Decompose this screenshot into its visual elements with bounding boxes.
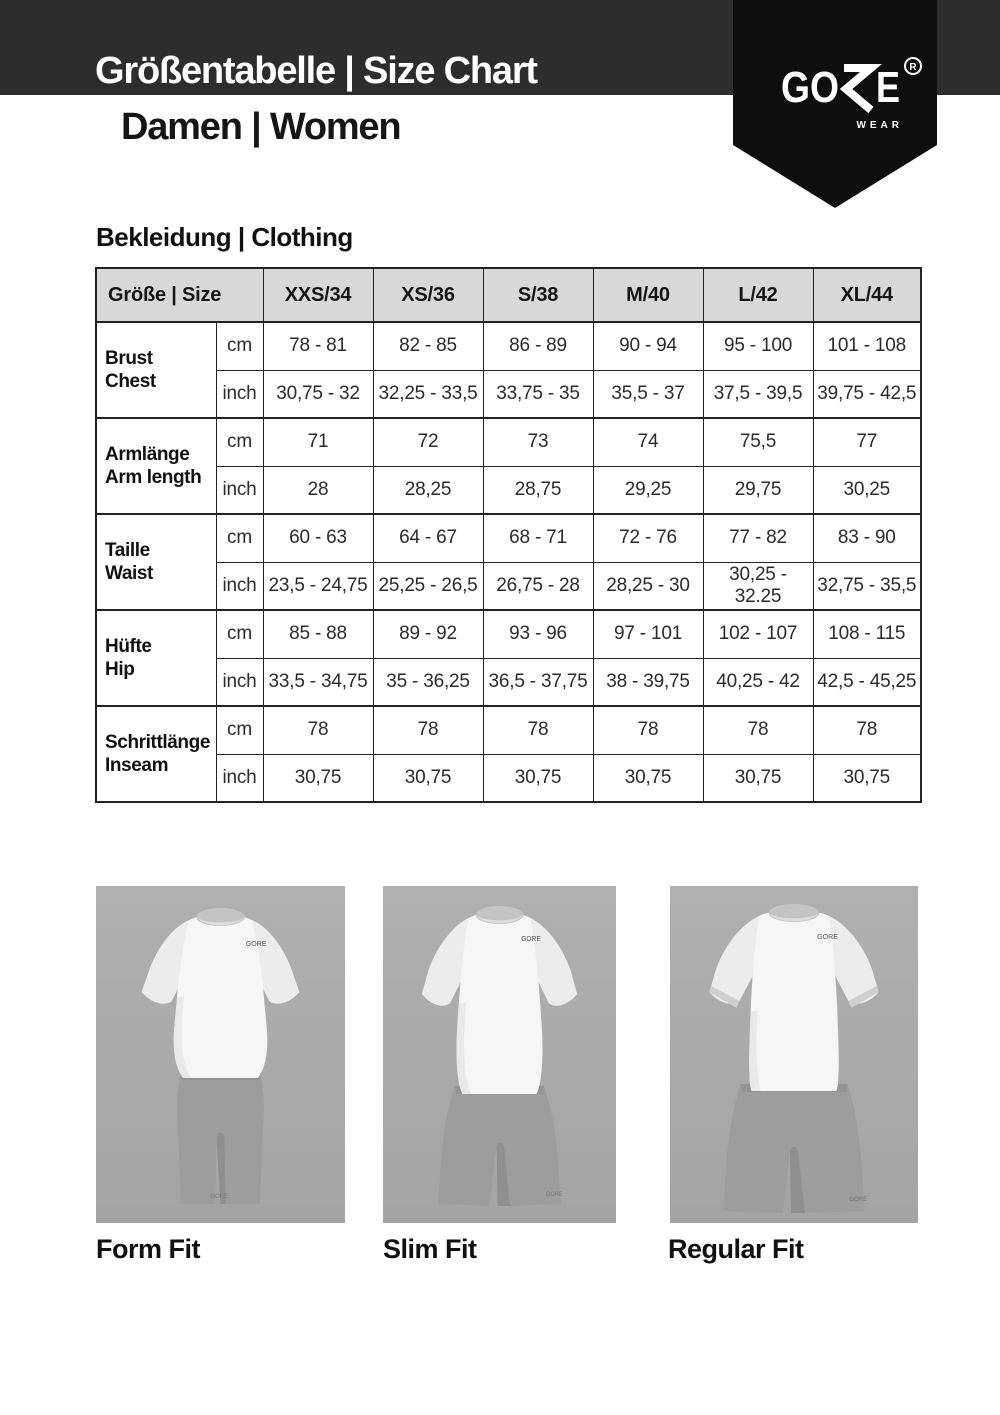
measure-row-inch — [96, 466, 921, 514]
size-value-inch: 23,5 - 24,75 — [263, 562, 373, 610]
size-value-inch: 33,75 - 35 — [483, 370, 593, 418]
size-value-cm: 101 - 108 — [813, 322, 921, 370]
shorts-graphic — [723, 1084, 864, 1213]
size-value-cm: 90 - 94 — [593, 322, 703, 370]
size-value-inch: 30,75 — [593, 754, 703, 802]
size-value-cm: 78 — [263, 706, 373, 754]
size-value-cm: 64 - 67 — [373, 514, 483, 562]
unit-inch: inch — [216, 562, 263, 610]
shorts-graphic — [177, 1072, 264, 1204]
size-column-header: XS/36 — [373, 268, 483, 322]
size-value-inch: 30,75 — [263, 754, 373, 802]
svg-text:WEAR: WEAR — [856, 120, 903, 131]
size-table-header-label: Größe | Size — [96, 268, 263, 322]
shorts-logo: GORE — [545, 1191, 563, 1199]
size-column-header: XL/44 — [813, 268, 921, 322]
size-value-cm: 78 — [813, 706, 921, 754]
size-value-cm: 95 - 100 — [703, 322, 813, 370]
size-value-cm: 83 - 90 — [813, 514, 921, 562]
size-value-cm: 75,5 — [703, 418, 813, 466]
size-value-inch: 28,75 — [483, 466, 593, 514]
unit-inch: inch — [216, 754, 263, 802]
svg-text:E: E — [876, 63, 900, 112]
page-subtitle: Damen | Women — [121, 106, 401, 148]
size-value-inch: 38 - 39,75 — [593, 658, 703, 706]
unit-cm: cm — [216, 610, 263, 658]
size-value-cm: 72 — [373, 418, 483, 466]
size-value-inch: 29,75 — [703, 466, 813, 514]
size-value-inch: 30,75 — [813, 754, 921, 802]
measure-row-cm — [96, 706, 921, 754]
size-value-inch: 39,75 - 42,5 — [813, 370, 921, 418]
size-value-cm: 78 — [373, 706, 483, 754]
size-value-cm: 74 — [593, 418, 703, 466]
size-value-inch: 28,25 — [373, 466, 483, 514]
measure-label-en: Inseam — [105, 755, 169, 776]
size-value-cm: 68 - 71 — [483, 514, 593, 562]
size-value-inch: 29,25 — [593, 466, 703, 514]
product-image-form-fit — [96, 886, 345, 1223]
measure-label — [96, 610, 216, 706]
size-value-cm: 73 — [483, 418, 593, 466]
size-value-cm: 89 - 92 — [373, 610, 483, 658]
size-value-cm: 60 - 63 — [263, 514, 373, 562]
shorts-graphic — [438, 1086, 561, 1206]
size-value-cm: 85 - 88 — [263, 610, 373, 658]
measure-row-inch — [96, 658, 921, 706]
size-value-inch: 30,75 - 32 — [263, 370, 373, 418]
size-value-inch: 40,25 - 42 — [703, 658, 813, 706]
size-column-header: S/38 — [483, 268, 593, 322]
gore-brand-badge — [733, 0, 937, 208]
fit-label-form: Form Fit — [96, 1234, 200, 1264]
size-value-cm: 93 - 96 — [483, 610, 593, 658]
size-value-cm: 78 - 81 — [263, 322, 373, 370]
size-value-cm: 78 — [593, 706, 703, 754]
size-value-inch: 25,25 - 26,5 — [373, 562, 483, 610]
size-value-inch: 35,5 - 37 — [593, 370, 703, 418]
unit-cm: cm — [216, 706, 263, 754]
unit-inch: inch — [216, 658, 263, 706]
measure-label — [96, 706, 216, 802]
size-value-inch: 33,5 - 34,75 — [263, 658, 373, 706]
size-column-header: M/40 — [593, 268, 703, 322]
svg-text:GO: GO — [781, 63, 839, 112]
shorts-logo: GORE — [849, 1197, 868, 1203]
shorts-logo: GORE — [210, 1194, 229, 1200]
size-value-cm: 102 - 107 — [703, 610, 813, 658]
fit-label-regular: Regular Fit — [668, 1234, 804, 1264]
measure-label-de: Brust — [105, 347, 153, 369]
size-value-inch: 30,25 — [813, 466, 921, 514]
size-value-inch: 32,25 - 33,5 — [373, 370, 483, 418]
unit-cm: cm — [216, 418, 263, 466]
measure-row-cm — [96, 418, 921, 466]
size-value-inch: 30,75 — [703, 754, 813, 802]
measure-label-en: Chest — [105, 371, 156, 392]
page-title: Größentabelle | Size Chart — [95, 50, 537, 92]
size-value-cm: 78 — [483, 706, 593, 754]
size-value-inch: 30,75 — [373, 754, 483, 802]
size-table-header-row — [96, 268, 921, 322]
measure-row-inch — [96, 754, 921, 802]
size-value-inch: 28 — [263, 466, 373, 514]
size-value-cm: 72 - 76 — [593, 514, 703, 562]
tshirt-chest-logo: GORE — [245, 941, 267, 948]
product-image-regular-fit — [670, 886, 918, 1223]
size-value-cm: 77 — [813, 418, 921, 466]
measure-label-en: Arm length — [105, 467, 202, 488]
measure-label-de: Armlänge — [105, 443, 190, 465]
size-value-cm: 108 - 115 — [813, 610, 921, 658]
size-value-cm: 71 — [263, 418, 373, 466]
section-heading: Bekleidung | Clothing — [96, 222, 353, 252]
size-value-inch: 28,25 - 30 — [593, 562, 703, 610]
product-image-slim-fit — [383, 886, 616, 1223]
size-value-cm: 78 — [703, 706, 813, 754]
size-column-header: XXS/34 — [263, 268, 373, 322]
size-table-body — [96, 322, 921, 802]
size-value-inch: 35 - 36,25 — [373, 658, 483, 706]
tshirt-chest-logo: GORE — [521, 935, 541, 944]
size-table — [95, 267, 922, 803]
size-value-cm: 97 - 101 — [593, 610, 703, 658]
measure-label-en: Waist — [105, 563, 153, 584]
unit-cm: cm — [216, 514, 263, 562]
size-value-inch: 37,5 - 39,5 — [703, 370, 813, 418]
measure-row-cm — [96, 514, 921, 562]
unit-inch: inch — [216, 466, 263, 514]
measure-label — [96, 322, 216, 418]
measure-label — [96, 514, 216, 610]
tshirt-chest-logo: GORE — [817, 934, 838, 941]
size-value-inch: 30,25 - 32.25 — [703, 562, 813, 610]
measure-label — [96, 418, 216, 514]
unit-inch: inch — [216, 370, 263, 418]
size-value-inch: 26,75 - 28 — [483, 562, 593, 610]
unit-cm: cm — [216, 322, 263, 370]
measure-label-de: Hüfte — [105, 635, 152, 657]
size-value-cm: 86 - 89 — [483, 322, 593, 370]
size-value-cm: 82 - 85 — [373, 322, 483, 370]
measure-label-de: Taille — [105, 539, 150, 561]
size-value-inch: 36,5 - 37,75 — [483, 658, 593, 706]
size-column-header: L/42 — [703, 268, 813, 322]
size-value-inch: 30,75 — [483, 754, 593, 802]
size-value-inch: 42,5 - 45,25 — [813, 658, 921, 706]
size-value-cm: 77 - 82 — [703, 514, 813, 562]
size-value-inch: 32,75 - 35,5 — [813, 562, 921, 610]
measure-label-de: Schrittlänge — [105, 731, 210, 753]
svg-text:R: R — [909, 62, 917, 73]
size-table-head — [96, 268, 921, 322]
measure-row-inch — [96, 370, 921, 418]
measure-label-en: Hip — [105, 659, 135, 680]
fit-label-slim: Slim Fit — [383, 1234, 477, 1264]
measure-row-cm — [96, 322, 921, 370]
measure-row-cm — [96, 610, 921, 658]
measure-row-inch — [96, 562, 921, 610]
